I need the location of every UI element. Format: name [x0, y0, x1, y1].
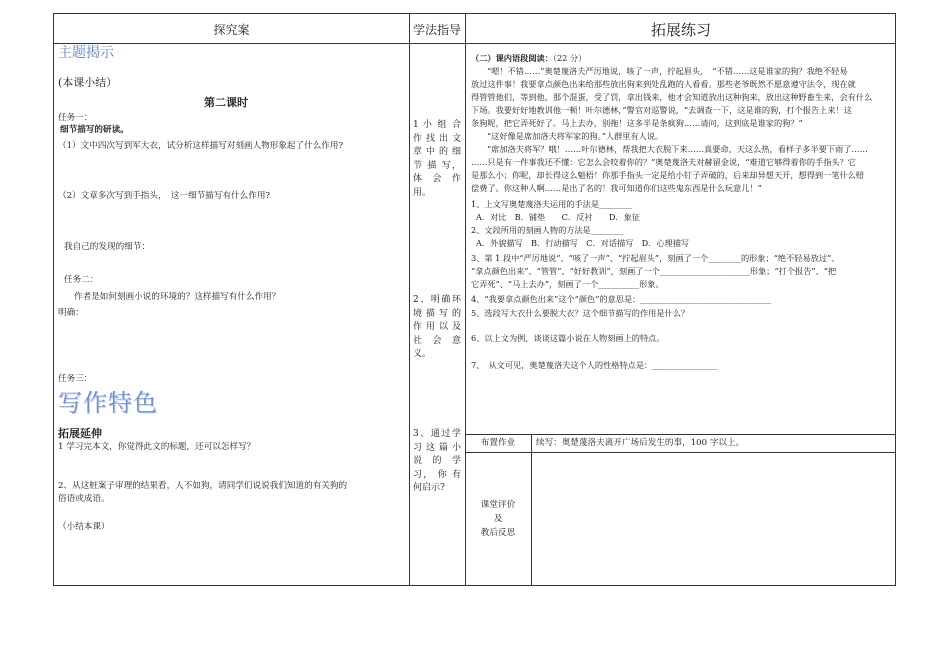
reading-question-5: 5、选段写大衣什么要脱大衣？这个细节描写的作用是什么？	[471, 308, 690, 318]
reading-question-1-options: A．对比 B．铺垫 C．反衬 D．象征	[476, 212, 640, 222]
passage-line: “嗯！不错……”奥楚蔑洛夫严厉地说，咳了一声，拧起眉头， “不错……这是谁家的狗？我绝不轻易	[487, 66, 848, 76]
extension-question-2-line-1: 2、从这桩案子审理的结果看，人不如狗，请同学们说说我们知道的有关狗的	[58, 481, 348, 491]
task1-question-2: （2）文章多次写到手指头， 这一细节描写有什么作用?	[58, 191, 271, 201]
passage-paragraph-1	[471, 65, 872, 130]
evaluation-label-line: 教后反思	[480, 528, 516, 538]
homework-top-divider	[465, 434, 895, 435]
reading-question-7: 7、 从文可见，奥楚蔑洛夫这个人的性格特点是：________________	[471, 360, 718, 370]
column-divider-left	[409, 14, 410, 585]
extension-title: 拓展延伸	[58, 427, 102, 440]
task2-question: 作者是如何刻画小说的环境的？这样描写有什么作用？	[74, 292, 281, 302]
reading-section-points: （22 分）	[552, 53, 587, 63]
guide-step-3: 3、通过学 习 这 篇 小 说 的 学 习， 你 有 何启示?	[413, 429, 461, 493]
task3-label: 任务三：	[58, 374, 93, 384]
writing-features-title: 写作特色	[58, 389, 158, 417]
theme-title: 主题揭示	[58, 45, 114, 61]
reading-question-3-line-2: “拿点颜色出来”、“管管”、“好好教训”，刻画了一个______________________形象；“打个报告”、“把	[471, 266, 837, 276]
reading-question-6: 6、以上文为例，谈谈这篇小说在人物刻画上的特点。	[471, 333, 665, 343]
passage-line: 偿费了。你这种人啊……是出了名的！我可知道你们这些鬼东西是什么玩意儿！”	[471, 183, 762, 193]
passage-line: 下场。我要好好地教训他一顿！叶尔德林，”警官对巡警说，“去调查一下，这是谁的狗，打个报告上来！这	[471, 105, 852, 115]
passage-line: 放过这件事！我要拿点颜色出来给那些放出狗来到处乱跑的人看看。那些老爷既然不愿意遵守法令，现在就	[471, 79, 856, 89]
summary-lesson-label: （小结本课）	[58, 522, 110, 532]
reading-question-3-line-3: 它弄死”、“马上去办”，刻画了一个__________形象。	[471, 279, 664, 289]
reading-question-3-line-1: 3、第 1 段中“严厉地说”、“咳了一声”、“拧起眉头”，刻画了一个________的形象；“绝不轻易放过”、	[471, 253, 840, 263]
homework-text: 续写：奥楚蔑洛夫离开广场后发生的事，100 字以上。	[536, 438, 745, 448]
passage-line: 得管管他们，等到他，那个混蛋，受了罚，拿出钱来，他才会知道放出这种狗来，放出这种野畜生来，会有什么	[471, 92, 873, 102]
reading-question-4: 4、“我要拿点颜色出来”这个“颜色”的意思是：________________________________	[471, 294, 772, 304]
guide-step-1: 1 小 组 合 作 找 出 文 章 中 的 细 节 描 写， 体 会 作 用。	[413, 120, 461, 198]
extension-question-1: 1 学习完本文，你觉得此文的标题，还可以怎样写？	[58, 442, 256, 452]
header-inquiry: 探究案	[213, 23, 250, 37]
task2-label: 任务二：	[64, 275, 99, 285]
task1-label: 任务一：	[58, 113, 93, 123]
homework-label: 布置作业	[480, 438, 516, 448]
reading-question-1: 1、上文写奥楚蔑洛夫运用的手法是________	[471, 199, 632, 209]
homework-label-divider	[531, 434, 532, 586]
passage-line: ……只是有一件事我还不懂：它怎么会咬着你的？”奥楚蔑洛夫对赫留金说，“难道它够得着你的手指头？它	[471, 157, 856, 167]
task2-answer-label: 明确：	[58, 308, 84, 318]
lesson-title: 第二课时	[204, 96, 248, 109]
worksheet-table	[53, 13, 896, 586]
header-method-guide: 学法指导	[412, 23, 461, 37]
own-detail-label: 我自己的发现的细节：	[64, 242, 150, 252]
evaluation-label	[465, 498, 531, 540]
evaluation-label-line: 课堂评价	[480, 500, 516, 510]
header-extension-practice: 拓展练习	[650, 21, 711, 39]
homework-bottom-divider	[465, 452, 895, 453]
evaluation-label-line: 及	[493, 514, 503, 524]
task1-title: 细节描写的研读。	[60, 125, 129, 135]
summary-label: (本课小结）	[58, 76, 118, 89]
header-row-divider	[54, 43, 895, 44]
reading-question-2: 2、文段所用的刻画人物的方法是________	[471, 225, 624, 235]
guide-step-2: 2、明确环 境 描 写 的 作 用 以 及 社 会 意 义。	[413, 295, 461, 359]
task1-question-1: （1）文中四次写到军大衣，试分析这样描写对刻画人物形象起了什么作用?	[58, 141, 344, 151]
passage-line: 是那么小；你呢，却长得这么魁梧！你那手指头一定是给小钉子弄破的，后来却异想天开，想得到一笔什么赔	[471, 170, 865, 180]
reading-section-title: （二）课内语段阅读：	[471, 53, 553, 63]
passage-paragraph-2: “这好像是席加洛夫将军家的狗。”人群里有人说。	[487, 131, 664, 141]
reading-section-heading	[471, 52, 586, 65]
passage-line: 条狗呢，把它弄死好了。马上去办，别拖！这多半是条疯狗……请问，这到底是谁家的狗？”	[471, 118, 803, 128]
passage-line: “席加洛夫将军？哦！……叶尔德林，帮我把大衣脱下来……真要命，天这么热，看样子多半要下雨了……	[487, 144, 868, 154]
extension-question-2-line-2: 俗语或成语。	[58, 494, 110, 504]
passage-paragraph-3	[471, 143, 868, 195]
reading-question-2-options: A．外貌描写 B．行动描写 C．对话描写 D．心理描写	[476, 238, 690, 248]
